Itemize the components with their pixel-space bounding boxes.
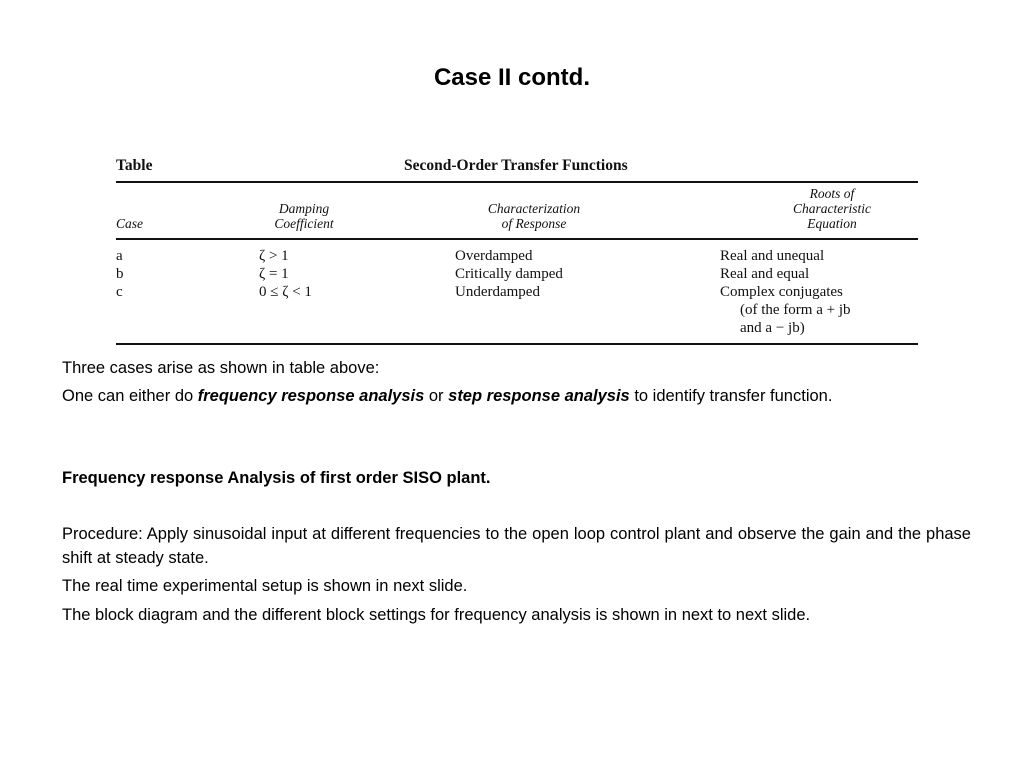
table-cell-case: a — [116, 248, 123, 264]
table-caption-title: Second-Order Transfer Functions — [404, 157, 628, 174]
header-roots-line3: Equation — [807, 216, 857, 231]
header-characterization — [454, 201, 614, 231]
header-char-line1: Characterization — [487, 201, 581, 216]
header-damping-line1: Damping — [278, 201, 330, 216]
table-cell-damping: ζ > 1 — [259, 248, 289, 264]
analysis-options-paragraph — [62, 384, 971, 408]
table-caption — [116, 157, 918, 179]
header-damping — [244, 201, 364, 231]
table-caption-label: Table — [116, 157, 153, 174]
table-header-rule — [116, 238, 918, 240]
setup-paragraph: The real time experimental setup is shown in next slide. — [62, 577, 468, 595]
transfer-function-table — [116, 155, 918, 347]
procedure-paragraph: Procedure: Apply sinusoidal input at different frequencies to the open loop control plant and observe the gain and the phase shift at steady state. — [62, 525, 971, 567]
frequency-response-term: frequency response analysis — [197, 387, 425, 405]
table-cell-roots: Real and unequal — [720, 248, 825, 264]
table-cell-damping: ζ = 1 — [259, 266, 289, 282]
header-case: Case — [116, 216, 143, 231]
header-char-line2: of Response — [501, 216, 567, 231]
table-roots-continuation-1: (of the form a + jb — [740, 302, 851, 318]
cases-paragraph: Three cases arise as shown in table above: — [62, 359, 380, 377]
table-cell-characterization: Critically damped — [455, 266, 563, 282]
either-suffix: to identify transfer function. — [629, 387, 833, 405]
table-roots-continuation-2: and a − jb) — [740, 320, 805, 336]
header-roots-line2: Characteristic — [793, 201, 871, 216]
table-cell-roots: Complex conjugates — [720, 284, 843, 300]
header-damping-line2: Coefficient — [274, 216, 334, 231]
header-roots-line1: Roots of — [809, 186, 855, 201]
table-cell-damping: 0 ≤ ζ < 1 — [259, 284, 312, 300]
table-cell-case: b — [116, 266, 124, 282]
step-response-term: step response analysis — [448, 387, 630, 405]
slide-title: Case II contd. — [433, 64, 591, 91]
table-bottom-rule — [116, 343, 918, 345]
table-cell-characterization: Underdamped — [455, 284, 540, 300]
header-roots — [752, 186, 912, 231]
either-mid: or — [424, 387, 449, 405]
either-prefix: One can either do — [62, 387, 198, 405]
table-top-rule — [116, 181, 918, 183]
block-diagram-paragraph: The block diagram and the different block settings for frequency analysis is shown in next to next slide. — [62, 606, 811, 624]
table-cell-roots: Real and equal — [720, 266, 810, 282]
table-cell-case: c — [116, 284, 123, 300]
table-cell-characterization: Overdamped — [455, 248, 533, 264]
section-heading: Frequency response Analysis of first order SISO plant. — [62, 469, 491, 487]
